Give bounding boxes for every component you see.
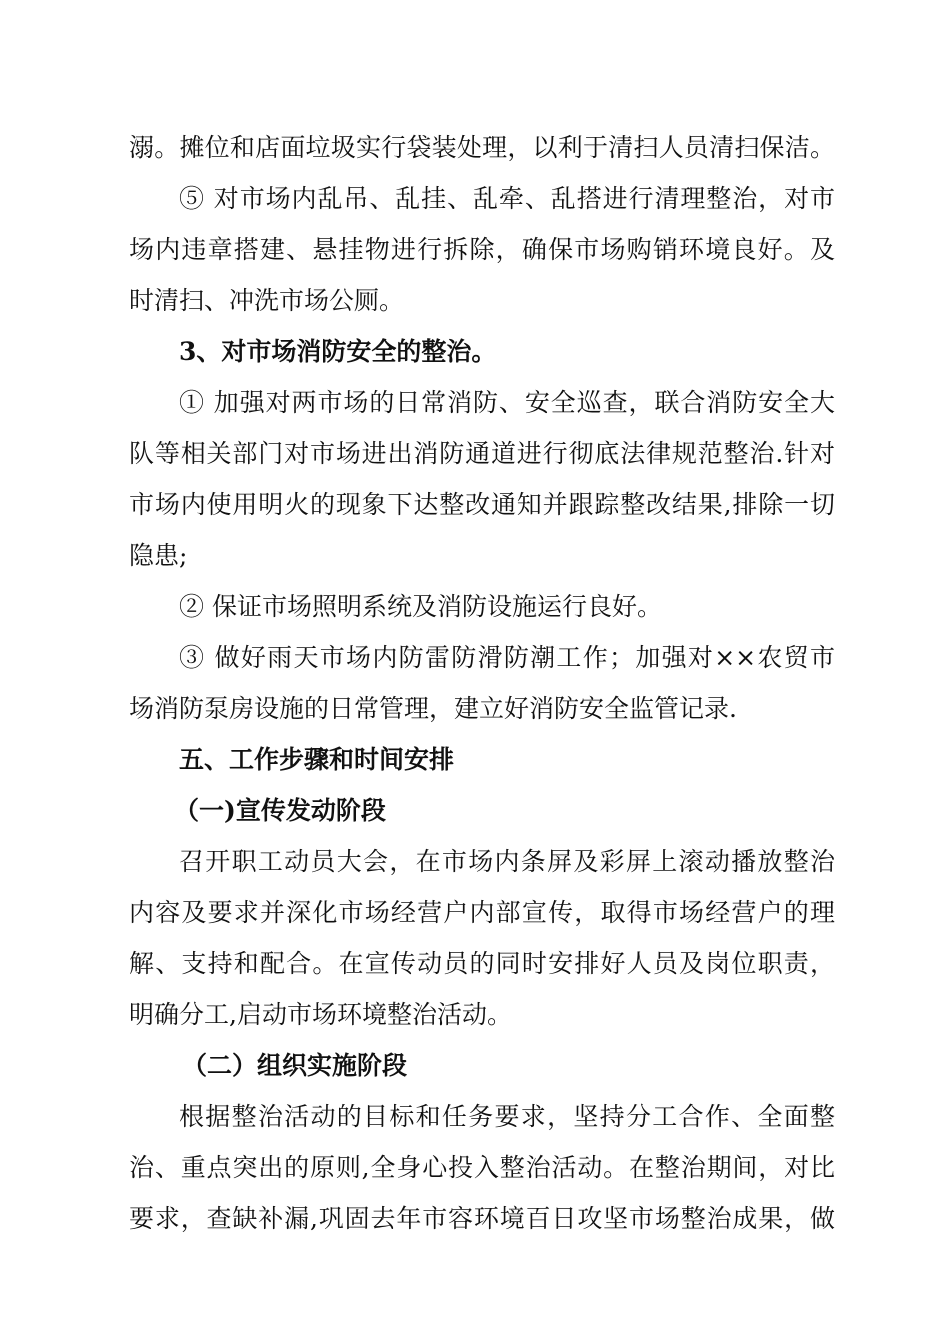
subsection-heading-implementation: （二）组织实施阶段 (182, 1051, 408, 1080)
list-item-5-line: ⑤ 对市场内乱吊、乱挂、乱牵、乱搭进行清理整治，对市 (179, 184, 835, 213)
paragraph-line: 场消防泵房设施的日常管理，建立好消防安全监管记录. (129, 694, 737, 723)
list-item-2-line: ② 保证市场照明系统及消防设施运行良好。 (179, 592, 662, 621)
paragraph-line: 队等相关部门对市场进出消防通道进行彻底法律规范整治.针对 (129, 439, 835, 468)
paragraph-line: 溺。摊位和店面垃圾实行袋装处理，以利于清扫人员清扫保洁。 (129, 133, 835, 162)
paragraph-line: 市场内使用明火的现象下达整改通知并跟踪整改结果,排除一切 (129, 490, 835, 519)
paragraph-line: 要求，查缺补漏,巩固去年市容环境百日攻坚市场整治成果，做 (129, 1204, 835, 1233)
paragraph-line: 召开职工动员大会，在市场内条屏及彩屏上滚动播放整治 (179, 847, 835, 876)
section-heading-steps: 五、工作步骤和时间安排 (179, 745, 455, 774)
paragraph-line: 明确分工,启动市场环境整治活动。 (129, 1000, 512, 1029)
list-item-1-line: ① 加强对两市场的日常消防、安全巡查，联合消防安全大 (179, 388, 835, 417)
subsection-heading-publicity: （一)宣传发动阶段 (174, 796, 386, 825)
section-heading-fire-safety: 3、对市场消防安全的整治。 (179, 337, 497, 366)
paragraph-line: 治、重点突出的原则,全身心投入整治活动。在整治期间，对比 (129, 1153, 835, 1182)
list-item-3-line: ③ 做好雨天市场内防雷防滑防潮工作；加强对××农贸市 (179, 643, 835, 672)
paragraph-line: 解、支持和配合。在宣传动员的同时安排好人员及岗位职责， (129, 949, 835, 978)
paragraph-line: 隐患; (129, 541, 188, 570)
paragraph-line: 时清扫、冲洗市场公厕。 (129, 286, 405, 315)
paragraph-line: 根据整治活动的目标和任务要求，坚持分工合作、全面整 (179, 1102, 835, 1131)
paragraph-line: 场内违章搭建、悬挂物进行拆除，确保市场购销环境良好。及 (129, 235, 835, 264)
paragraph-line: 内容及要求并深化市场经营户内部宣传，取得市场经营户的理 (129, 898, 835, 927)
